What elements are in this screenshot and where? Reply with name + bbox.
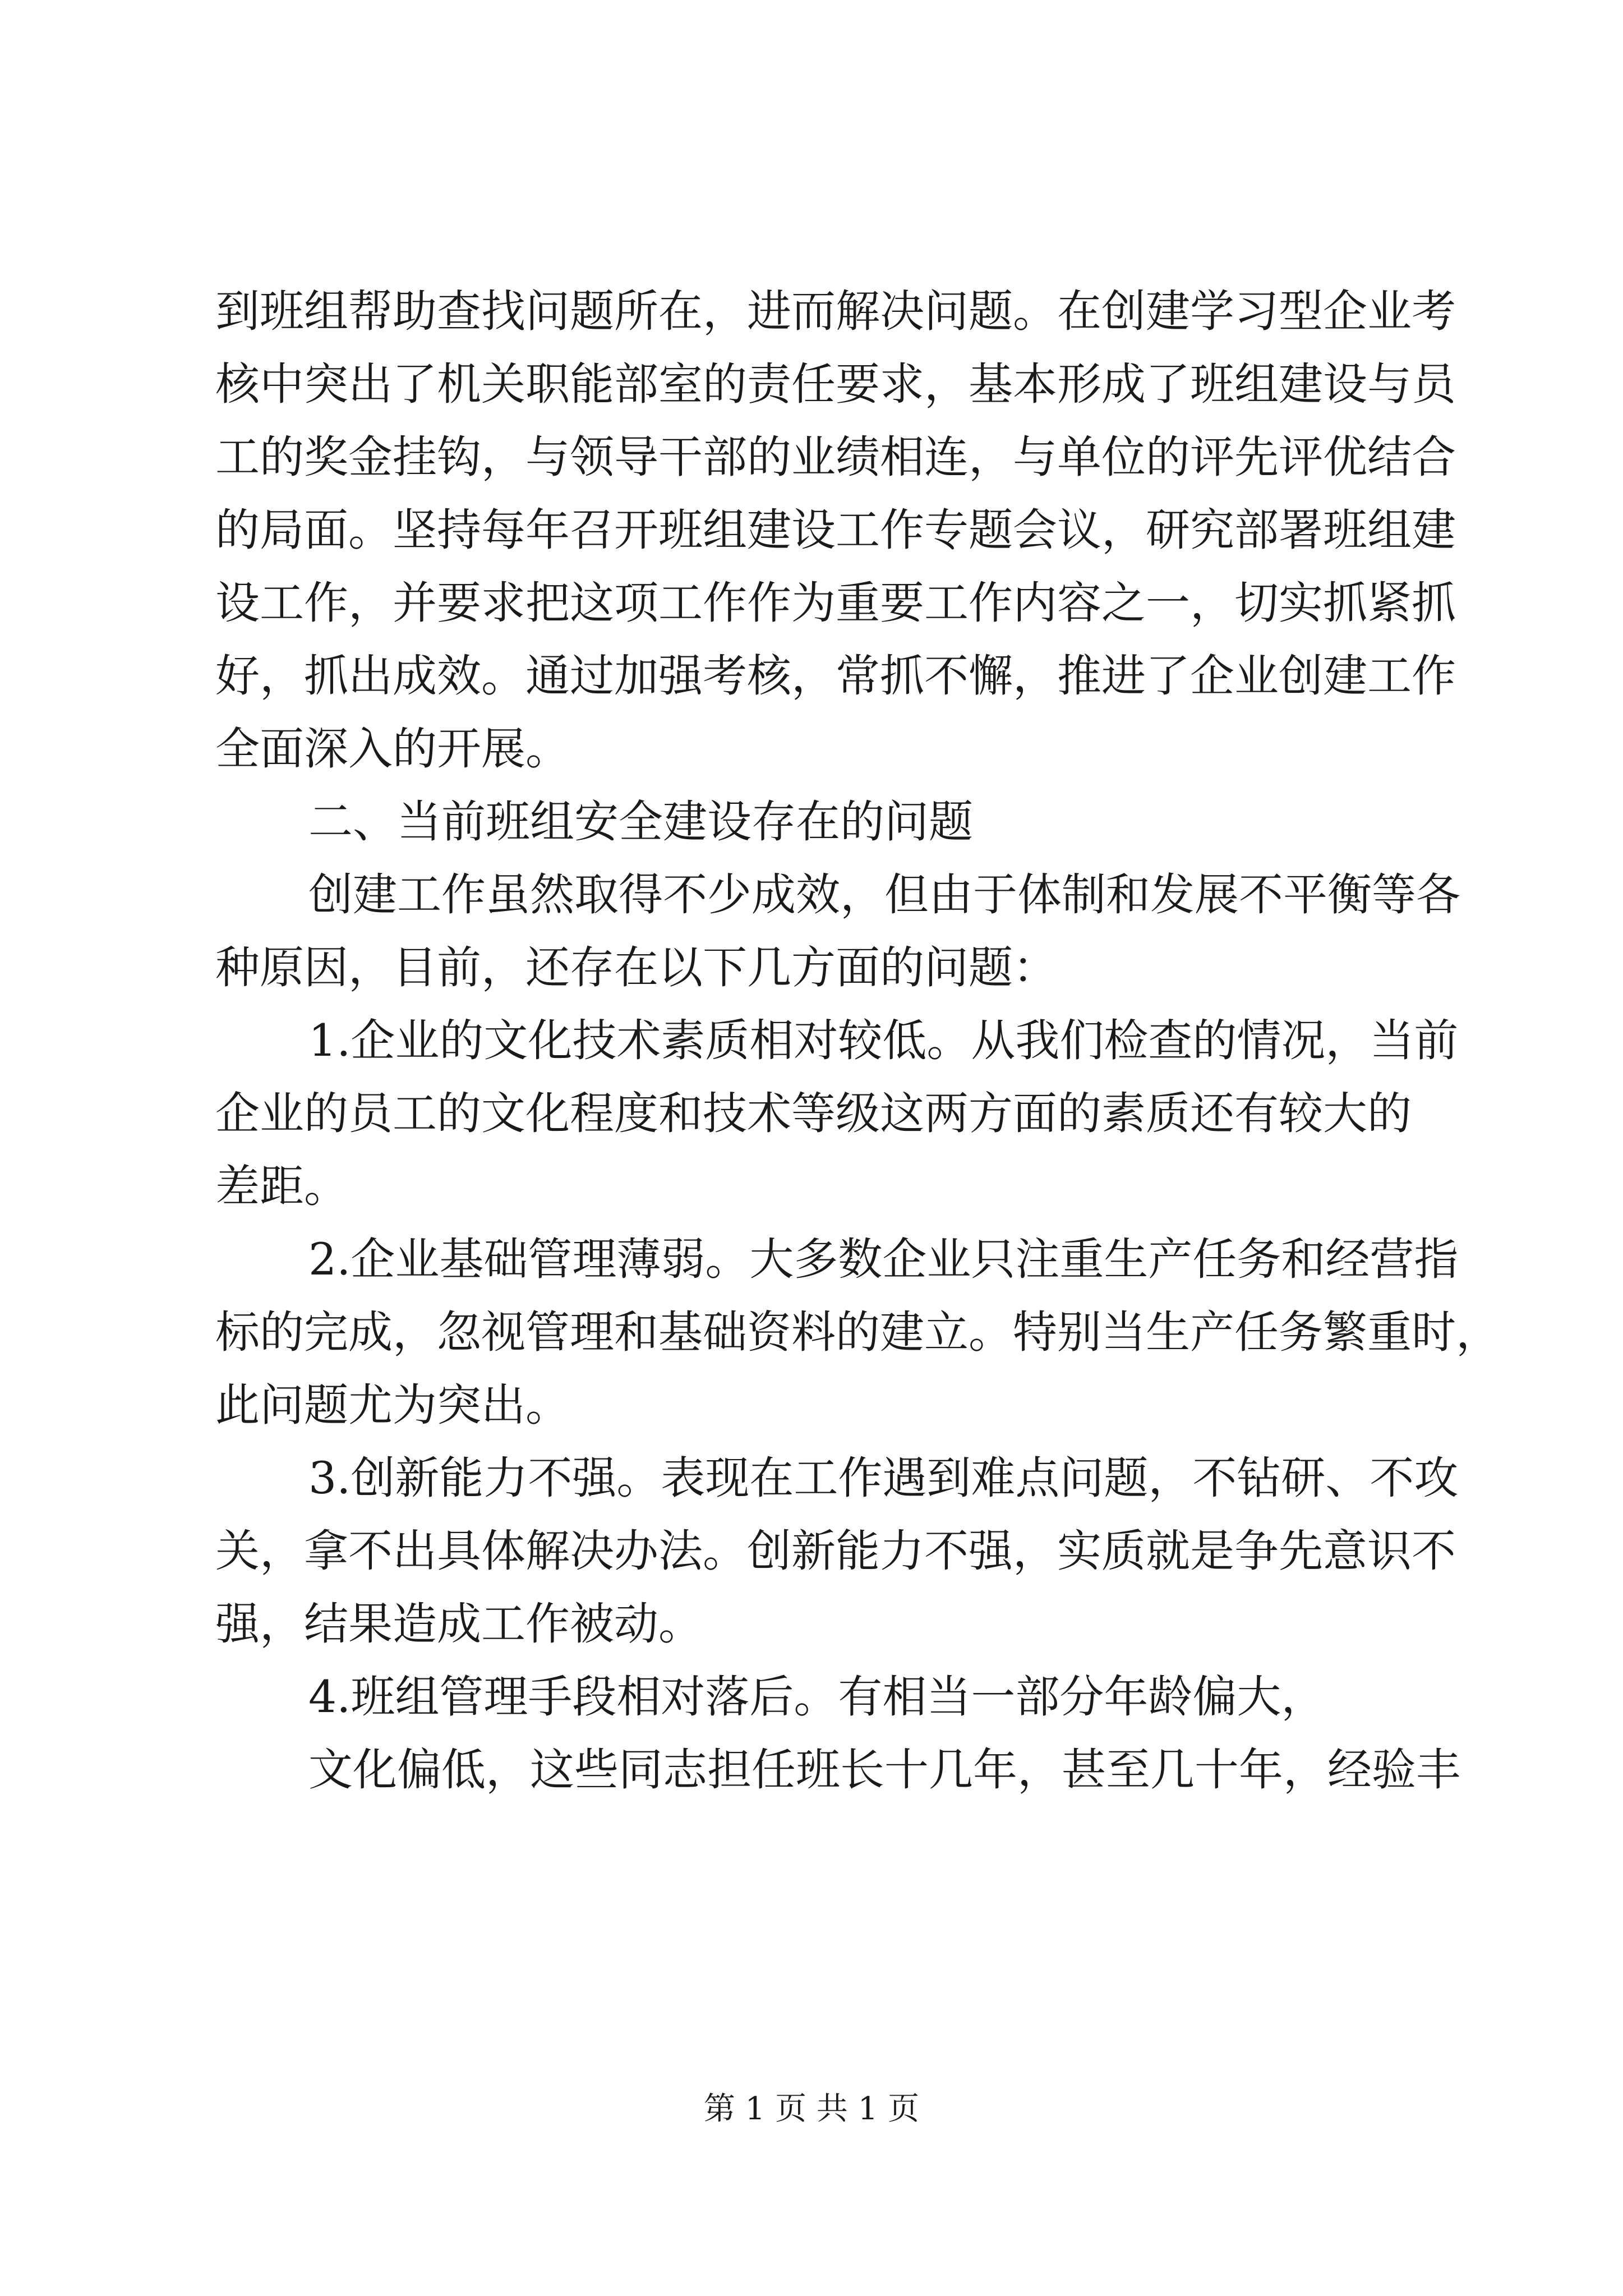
section-heading: 二、当前班组安全建设存在的问题 xyxy=(308,796,973,848)
text-line: 到班组帮助查找问题所在，进而解决问题。在创建学习型企业考 xyxy=(215,286,1456,337)
text-line: 关，拿不出具体解决办法。创新能力不强，实质就是争先意识不 xyxy=(215,1525,1456,1577)
text-line: 创建工作虽然取得不少成效，但由于体制和发展不平衡等各 xyxy=(308,869,1460,921)
text-line: 好，抓出成效。通过加强考核，常抓不懈，推进了企业创建工作 xyxy=(215,650,1456,702)
text-line: 核中突出了机关职能部室的责任要求，基本形成了班组建设与员 xyxy=(215,358,1456,410)
text-line: 标的完成，忽视管理和基础资料的建立。特别当生产任务繁重时， xyxy=(215,1306,1500,1358)
text-line: 2.企业基础管理薄弱。大多数企业只注重生产任务和经营指 xyxy=(308,1234,1459,1285)
text-line: 3.创新能力不强。表现在工作遇到难点问题，不钻研、不攻 xyxy=(308,1452,1459,1504)
text-line: 的局面。坚持每年召开班组建设工作专题会议，研究部署班组建 xyxy=(215,504,1456,556)
text-line: 全面深入的开展。 xyxy=(215,723,570,775)
page-footer: 第 1 页 共 1 页 xyxy=(703,2091,920,2127)
text-line: 设工作，并要求把这项工作作为重要工作内容之一，切实抓紧抓 xyxy=(215,577,1456,629)
text-line: 工的奖金挂钩，与领导干部的业绩相连，与单位的评先评优结合 xyxy=(215,431,1456,483)
text-line: 1.企业的文化技术素质相对较低。从我们检查的情况，当前 xyxy=(308,1015,1459,1066)
text-line: 差距。 xyxy=(215,1161,348,1212)
text-line: 4.班组管理手段相对落后。有相当一部分年龄偏大， xyxy=(308,1671,1326,1723)
text-line: 企业的员工的文化程度和技术等级这两方面的素质还有较大的 xyxy=(215,1088,1412,1139)
text-line: 此问题尤为突出。 xyxy=(215,1379,570,1431)
document-body xyxy=(215,275,1500,1806)
text-line: 文化偏低，这些同志担任班长十几年，甚至几十年，经验丰 xyxy=(308,1744,1460,1796)
text-line: 种原因，目前，还存在以下几方面的问题： xyxy=(215,942,1057,993)
text-line: 强，结果造成工作被动。 xyxy=(215,1598,703,1650)
